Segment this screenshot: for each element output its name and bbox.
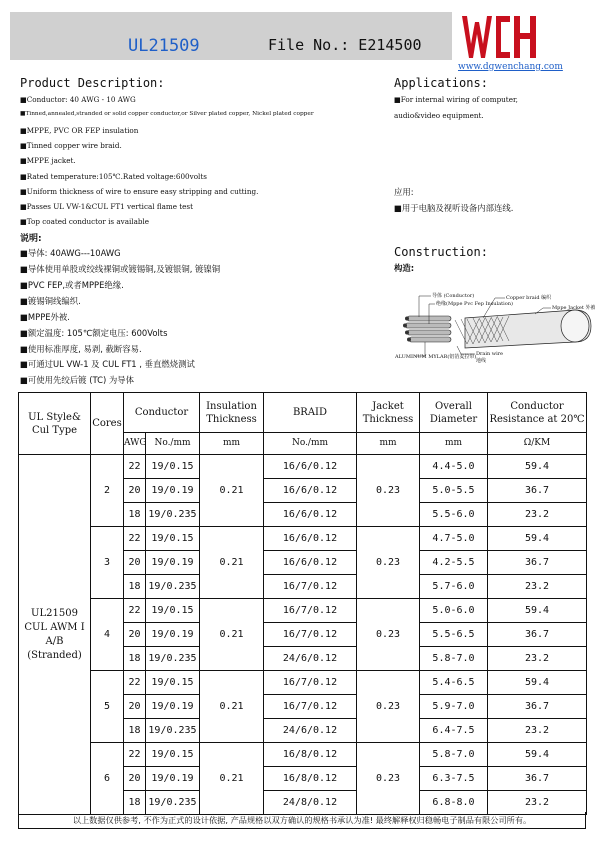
- cell-awg: 22: [124, 743, 146, 767]
- cell-braid: 24/8/0.12: [264, 791, 357, 815]
- cell-overall: 5.8-7.0: [420, 647, 488, 671]
- cell-jacket: 0.23: [357, 527, 420, 599]
- cell-no-mm: 19/0.235: [146, 647, 200, 671]
- pd-line-7: ■Uniform thickness of wire to ensure easy stripping and cutting.: [20, 187, 259, 196]
- spec-table: [18, 392, 587, 815]
- cell-resistance: 36.7: [488, 479, 587, 503]
- header-insulation: Insulation Thickness: [200, 393, 264, 433]
- cell-jacket: 0.23: [357, 671, 420, 743]
- table-row: [19, 671, 587, 695]
- cell-insulation: 0.21: [200, 599, 264, 671]
- cell-no-mm: 19/0.235: [146, 575, 200, 599]
- header-style: UL Style& Cul Type: [19, 393, 91, 455]
- header-overall: Overall Diameter: [420, 393, 488, 433]
- pd-line-4: ■Tinned copper wire braid.: [20, 141, 122, 150]
- cell-awg: 22: [124, 671, 146, 695]
- cell-jacket: 0.23: [357, 599, 420, 671]
- cell-braid: 16/7/0.12: [264, 671, 357, 695]
- pd-line-3: ■MPPE, PVC OR FEP insulation: [20, 126, 139, 135]
- cell-cores: 6: [91, 743, 124, 815]
- cell-no-mm: 19/0.15: [146, 743, 200, 767]
- cn-line-2: ■导体使用单股或绞线裸铜或镀锡铜,及镀银铜, 镀镍铜: [20, 264, 221, 274]
- cell-no-mm: 19/0.15: [146, 599, 200, 623]
- cell-overall: 5.9-7.0: [420, 695, 488, 719]
- cell-overall: 5.0-5.5: [420, 479, 488, 503]
- header-no-mm: No./mm: [146, 433, 200, 455]
- cell-awg: 18: [124, 503, 146, 527]
- cn-description-title: 说明:: [20, 234, 42, 244]
- cell-awg: 20: [124, 767, 146, 791]
- cell-awg: 22: [124, 455, 146, 479]
- pd-line-9: ■Top coated conductor is available: [20, 217, 150, 226]
- cell-no-mm: 19/0.19: [146, 767, 200, 791]
- pd-line-2: ■Tinned,annealed,stranded or solid copper conductor,or Silver plated copper, Nickel plated copper: [20, 111, 314, 117]
- cell-braid: 24/6/0.12: [264, 719, 357, 743]
- cell-resistance: 23.2: [488, 791, 587, 815]
- cell-braid: 16/6/0.12: [264, 551, 357, 575]
- header-braid: BRAID: [264, 393, 357, 433]
- cell-insulation: 0.21: [200, 527, 264, 599]
- label-insulation: 绝缘(Mppe Pvc Fep Insulation): [436, 301, 513, 307]
- cell-no-mm: 19/0.19: [146, 479, 200, 503]
- table-row: [19, 599, 587, 623]
- label-aluminum: ALUMINUM MYLAR(铝箔麦拉带): [395, 354, 477, 360]
- unit-overall: mm: [420, 433, 488, 455]
- cell-resistance: 23.2: [488, 647, 587, 671]
- header-jacket: Jacket Thickness: [357, 393, 420, 433]
- cell-awg: 18: [124, 575, 146, 599]
- cell-awg: 20: [124, 623, 146, 647]
- cell-style: UL21509 CUL AWM I A/B (Stranded): [19, 455, 91, 815]
- cell-insulation: 0.21: [200, 671, 264, 743]
- cell-awg: 22: [124, 599, 146, 623]
- cell-braid: 16/6/0.12: [264, 503, 357, 527]
- cell-cores: 5: [91, 671, 124, 743]
- cell-braid: 24/6/0.12: [264, 647, 357, 671]
- cable-construction-diagram: [395, 286, 595, 374]
- header-awg: AWG: [124, 433, 146, 455]
- pd-line-8: ■Passes UL VW-1&CUL FT1 vertical flame test: [20, 202, 193, 211]
- cell-resistance: 36.7: [488, 551, 587, 575]
- unit-jacket: mm: [357, 433, 420, 455]
- cell-no-mm: 19/0.19: [146, 695, 200, 719]
- cell-braid: 16/7/0.12: [264, 599, 357, 623]
- cell-resistance: 59.4: [488, 743, 587, 767]
- label-drain: Drain wire: [476, 351, 504, 357]
- cell-overall: 5.5-6.0: [420, 503, 488, 527]
- cn-line-3: ■PVC FEP,或者MPPE绝缘.: [20, 280, 124, 290]
- cell-overall: 6.8-8.0: [420, 791, 488, 815]
- cell-overall: 5.5-6.5: [420, 623, 488, 647]
- cell-overall: 6.3-7.5: [420, 767, 488, 791]
- pd-line-5: ■MPPE jacket.: [20, 156, 76, 165]
- product-description-title: Product Description:: [20, 76, 165, 90]
- cell-resistance: 23.2: [488, 719, 587, 743]
- cell-resistance: 23.2: [488, 503, 587, 527]
- construction-cn-title: 构造:: [394, 263, 415, 273]
- label-braid: Copper braid 编织: [506, 295, 552, 301]
- cell-no-mm: 19/0.15: [146, 527, 200, 551]
- table-row: [19, 743, 587, 767]
- cell-braid: 16/8/0.12: [264, 767, 357, 791]
- cell-awg: 20: [124, 551, 146, 575]
- cn-line-9: ■可使用先绞后镀 (TC) 为导体: [20, 375, 134, 385]
- cell-resistance: 59.4: [488, 455, 587, 479]
- cell-overall: 6.4-7.5: [420, 719, 488, 743]
- website-link[interactable]: www.dgwenchang.com: [458, 62, 563, 72]
- cell-awg: 20: [124, 479, 146, 503]
- cell-no-mm: 19/0.15: [146, 455, 200, 479]
- cell-overall: 5.7-6.0: [420, 575, 488, 599]
- cell-awg: 18: [124, 647, 146, 671]
- cell-no-mm: 19/0.19: [146, 623, 200, 647]
- cn-line-1: ■导体: 40AWG---10AWG: [20, 248, 121, 258]
- header-resistance: Conductor Resistance at 20℃: [488, 393, 587, 433]
- cell-braid: 16/6/0.12: [264, 527, 357, 551]
- unit-insulation: mm: [200, 433, 264, 455]
- cell-awg: 18: [124, 791, 146, 815]
- cell-resistance: 59.4: [488, 527, 587, 551]
- applications-title: Applications:: [394, 76, 488, 90]
- cell-jacket: 0.23: [357, 743, 420, 815]
- cell-braid: 16/8/0.12: [264, 743, 357, 767]
- cell-overall: 5.0-6.0: [420, 599, 488, 623]
- cn-line-4: ■镀锡铜线编织.: [20, 296, 81, 306]
- cell-cores: 2: [91, 455, 124, 527]
- header-cores: Cores: [91, 393, 124, 455]
- cell-no-mm: 19/0.235: [146, 791, 200, 815]
- cell-insulation: 0.21: [200, 743, 264, 815]
- cn-line-8: ■可通过UL VW-1 及 CUL FT1 , 垂直燃烧测试: [20, 359, 195, 369]
- cell-resistance: 59.4: [488, 599, 587, 623]
- header-conductor: Conductor: [124, 393, 200, 433]
- cell-braid: 16/7/0.12: [264, 575, 357, 599]
- file-number: File No.: E214500: [268, 36, 422, 54]
- applications-line-1: ■For internal wiring of computer,: [394, 95, 518, 104]
- cell-cores: 3: [91, 527, 124, 599]
- label-drain-cn: 地线: [476, 358, 487, 364]
- cell-resistance: 59.4: [488, 671, 587, 695]
- applications-cn-title: 应用:: [394, 187, 414, 197]
- cell-overall: 4.7-5.0: [420, 527, 488, 551]
- cell-jacket: 0.23: [357, 455, 420, 527]
- model-number: UL21509: [128, 36, 200, 56]
- cell-resistance: 23.2: [488, 575, 587, 599]
- cell-braid: 16/6/0.12: [264, 479, 357, 503]
- cell-resistance: 36.7: [488, 695, 587, 719]
- construction-title: Construction:: [394, 245, 488, 259]
- label-conductor: 导体 (Conductor): [432, 293, 475, 299]
- cell-no-mm: 19/0.19: [146, 551, 200, 575]
- cell-overall: 4.2-5.5: [420, 551, 488, 575]
- cell-no-mm: 19/0.235: [146, 503, 200, 527]
- applications-line-2: audio&video equipment.: [394, 111, 484, 120]
- cell-insulation: 0.21: [200, 455, 264, 527]
- unit-braid: No./mm: [264, 433, 357, 455]
- cn-line-5: ■MPPE外被.: [20, 312, 70, 322]
- cell-awg: 20: [124, 695, 146, 719]
- cell-overall: 5.4-6.5: [420, 671, 488, 695]
- unit-resistance: Ω/KM: [488, 433, 587, 455]
- cell-overall: 4.4-5.0: [420, 455, 488, 479]
- cell-overall: 5.8-7.0: [420, 743, 488, 767]
- cell-resistance: 36.7: [488, 767, 587, 791]
- cell-braid: 16/7/0.12: [264, 623, 357, 647]
- disclaimer-note: 以上数据仅供参考, 不作为正式的设计依据, 产品规格以双方确认的规格书承认为准! 最终解释权归稳畅电子制品有限公司所有。: [18, 812, 586, 829]
- cell-awg: 18: [124, 719, 146, 743]
- table-row: [19, 527, 587, 551]
- pd-line-1: ■Conductor: 40 AWG - 10 AWG: [20, 95, 136, 104]
- pd-line-6: ■Rated temperature:105℃.Rated voltage:600volts: [20, 172, 207, 181]
- cell-braid: 16/7/0.12: [264, 695, 357, 719]
- label-jacket: Mppe Jacket 外被: [552, 305, 595, 311]
- cn-line-7: ■使用标准厚度, 易剥, 截断容易.: [20, 344, 142, 354]
- cell-awg: 22: [124, 527, 146, 551]
- cell-resistance: 36.7: [488, 623, 587, 647]
- cn-line-6: ■额定温度: 105℃额定电压: 600Volts: [20, 328, 168, 338]
- cell-no-mm: 19/0.235: [146, 719, 200, 743]
- cell-braid: 16/6/0.12: [264, 455, 357, 479]
- cell-cores: 4: [91, 599, 124, 671]
- company-logo: [460, 14, 540, 60]
- cell-no-mm: 19/0.15: [146, 671, 200, 695]
- applications-cn-line: ■用于电脑及视听设备内部连线.: [394, 203, 514, 213]
- table-row: [19, 455, 587, 479]
